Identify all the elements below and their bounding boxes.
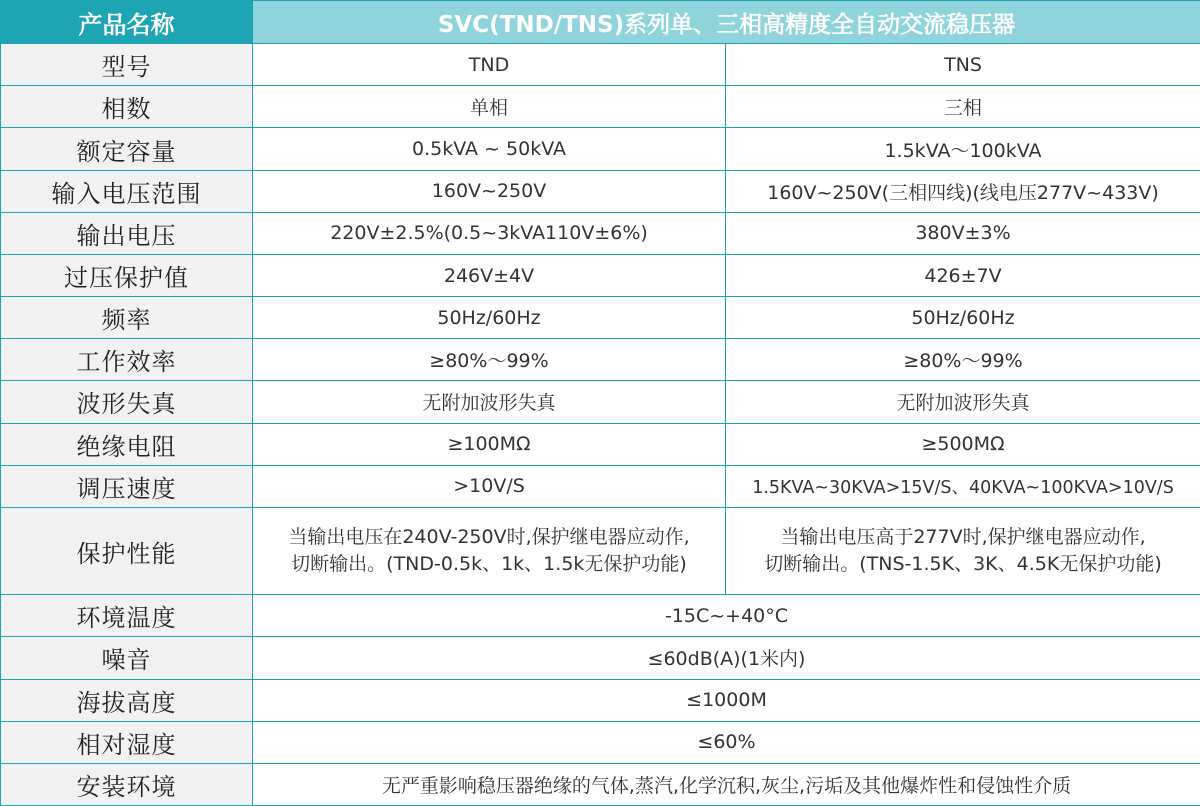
header-product-name: SVC(TND/TNS)系列单、三相高精度全自动交流稳压器 <box>253 1 1200 44</box>
tns-value: ≥500MΩ <box>726 423 1200 465</box>
row-label: 波形失真 <box>1 381 253 423</box>
tns-value: 50Hz/60Hz <box>726 297 1200 339</box>
tns-protection-line-2: 切断输出。(TNS-1.5K、3K、4.5K无保护功能) <box>764 553 1162 576</box>
table-row <box>1 86 1200 128</box>
row-label: 额定容量 <box>1 128 253 170</box>
row-label: 环境温度 <box>1 595 253 637</box>
row-label: 工作效率 <box>1 339 253 381</box>
tnd-protection-value <box>253 507 726 594</box>
tns-value: 1.5KVA~30KVA>15V/S、40KVA~100KVA>10V/S <box>726 465 1200 507</box>
tnd-value: >10V/S <box>253 465 726 507</box>
tns-value: 426±7V <box>726 254 1200 296</box>
tnd-value: 无附加波形失真 <box>253 381 726 423</box>
tns-value: 无附加波形失真 <box>726 381 1200 423</box>
tnd-value: 220V±2.5%(0.5~3kVA110V±6%) <box>253 212 726 254</box>
row-label: 绝缘电阻 <box>1 423 253 465</box>
merged-value: 无严重影响稳压器绝缘的气体,蒸汽,化学沉积,灰尘,污垢及其他爆炸性和侵蚀性介质 <box>253 763 1200 805</box>
row-label: 安装环境 <box>1 763 253 805</box>
tns-value: 1.5kVA～100kVA <box>726 128 1200 170</box>
row-label: 相数 <box>1 86 253 128</box>
table-row <box>1 381 1200 423</box>
tns-value: 160V~250V(三相四线)(线电压277V~433V) <box>726 170 1200 212</box>
row-label: 噪音 <box>1 637 253 679</box>
table-row <box>1 254 1200 296</box>
table-row <box>1 423 1200 465</box>
tnd-value: 246V±4V <box>253 254 726 296</box>
tnd-value: 单相 <box>253 86 726 128</box>
table-row <box>1 721 1200 763</box>
merged-value: ≤1000M <box>253 679 1200 721</box>
row-label: 输入电压范围 <box>1 170 253 212</box>
tnd-protection-line-2: 切断输出。(TND-0.5k、1k、1.5k无保护功能) <box>291 553 687 576</box>
row-label: 频率 <box>1 297 253 339</box>
table-row <box>1 297 1200 339</box>
tnd-value: 50Hz/60Hz <box>253 297 726 339</box>
merged-value: ≤60dB(A)(1米内) <box>253 637 1200 679</box>
tns-protection-value <box>726 507 1200 594</box>
row-label: 输出电压 <box>1 212 253 254</box>
table-row <box>1 595 1200 637</box>
row-label: 型号 <box>1 44 253 86</box>
table-row <box>1 465 1200 507</box>
row-label: 保护性能 <box>1 507 253 594</box>
tnd-value: ≥80%～99% <box>253 339 726 381</box>
table-row <box>1 637 1200 679</box>
tnd-value: TND <box>253 44 726 86</box>
merged-value: ≤60% <box>253 721 1200 763</box>
row-label: 海拔高度 <box>1 679 253 721</box>
row-label: 调压速度 <box>1 465 253 507</box>
table-row <box>1 170 1200 212</box>
table-row <box>1 339 1200 381</box>
merged-value: -15C~+40°C <box>253 595 1200 637</box>
tns-value: 三相 <box>726 86 1200 128</box>
table-row <box>1 44 1200 86</box>
tnd-value: 0.5kVA ~ 50kVA <box>253 128 726 170</box>
tns-protection-line-1: 当输出电压高于277V时,保护继电器应动作, <box>780 526 1146 549</box>
tns-value: ≥80%～99% <box>726 339 1200 381</box>
table-row <box>1 763 1200 805</box>
tns-value: 380V±3% <box>726 212 1200 254</box>
table-row <box>1 679 1200 721</box>
tnd-value: 160V~250V <box>253 170 726 212</box>
table-header-row <box>1 1 1200 44</box>
tnd-value: ≥100MΩ <box>253 423 726 465</box>
row-label: 过压保护值 <box>1 254 253 296</box>
header-label: 产品名称 <box>1 1 253 44</box>
tnd-protection-line-1: 当输出电压在240V-250V时,保护继电器应动作, <box>288 526 690 549</box>
tns-value: TNS <box>726 44 1200 86</box>
row-label: 相对湿度 <box>1 721 253 763</box>
table-row-protection <box>1 507 1200 594</box>
table-row <box>1 212 1200 254</box>
table-row <box>1 128 1200 170</box>
